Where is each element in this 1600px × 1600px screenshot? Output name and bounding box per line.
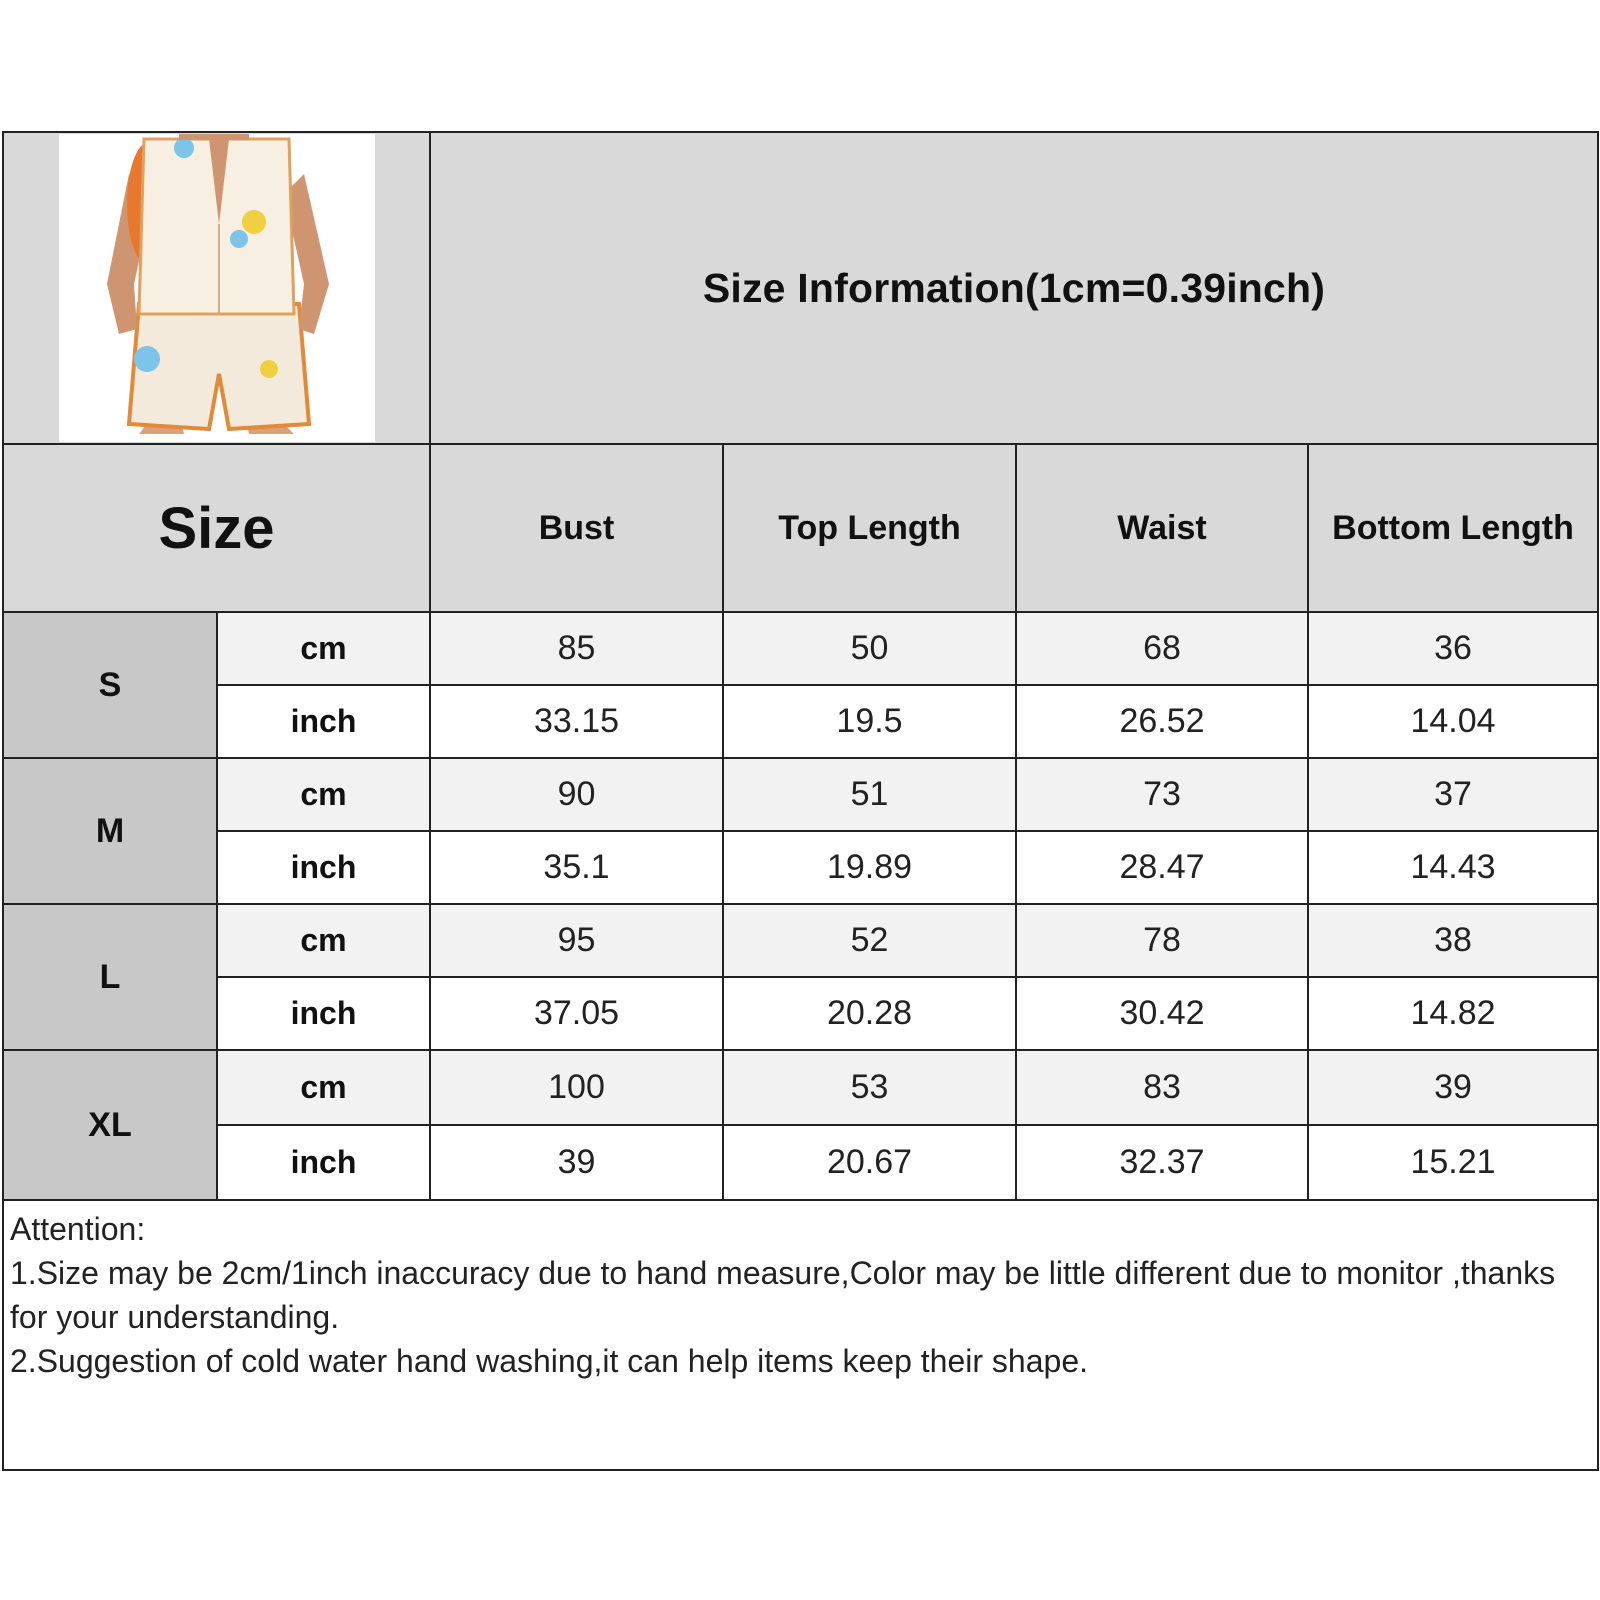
value-cell	[1309, 978, 1597, 1051]
unit-label: inch	[290, 849, 357, 885]
notes-line-1: 1.Size may be 2cm/1inch inaccuracy due to hand measure,Color may be little different due to monitor ,thanks for your understanding.	[10, 1255, 1556, 1335]
value: 78	[1143, 921, 1181, 959]
value: 14.82	[1410, 994, 1496, 1032]
value: 39	[1434, 1068, 1472, 1106]
value: 37	[1434, 775, 1472, 813]
unit-label: cm	[300, 1069, 347, 1105]
value-cell	[1017, 1051, 1309, 1126]
notes-line-2: 2.Suggestion of cold water hand washing,it can help items keep their shape.	[10, 1343, 1088, 1379]
unit-label: inch	[290, 1144, 357, 1180]
column-header-top-length	[724, 445, 1017, 613]
value-cell	[1017, 832, 1309, 905]
column-header-bottom-length	[1309, 445, 1597, 613]
value: 32.37	[1119, 1143, 1205, 1181]
unit-label: inch	[290, 995, 357, 1031]
unit-label: cm	[300, 630, 347, 666]
value-cell	[431, 759, 724, 832]
value-cell	[1309, 613, 1597, 686]
size-label-xl	[4, 1051, 218, 1201]
unit-inch	[218, 686, 431, 759]
value-cell	[1017, 686, 1309, 759]
value-cell	[724, 686, 1017, 759]
value: 68	[1143, 629, 1181, 667]
value: 90	[557, 775, 596, 813]
value-cell	[724, 1051, 1017, 1126]
size-name: M	[95, 811, 125, 850]
size-label-s	[4, 613, 218, 759]
value-cell	[1309, 759, 1597, 832]
value: 28.47	[1119, 848, 1205, 886]
value: 73	[1143, 775, 1181, 813]
unit-cm	[218, 759, 431, 832]
value: 20.28	[826, 994, 913, 1032]
value-cell	[724, 759, 1017, 832]
value: 53	[850, 1068, 889, 1106]
value-cell	[1309, 1051, 1597, 1126]
size-label-l	[4, 905, 218, 1051]
value-cell	[431, 978, 724, 1051]
size-chart	[2, 131, 1599, 1471]
unit-inch	[218, 1126, 431, 1201]
column-label: Top Length	[778, 508, 961, 547]
value-cell	[724, 613, 1017, 686]
value-cell	[1017, 1126, 1309, 1201]
unit-cm	[218, 1051, 431, 1126]
value: 36	[1434, 629, 1472, 667]
value: 50	[850, 629, 889, 667]
notes-heading: Attention:	[10, 1211, 146, 1247]
value: 15.21	[1410, 1143, 1496, 1181]
column-header-waist	[1017, 445, 1309, 613]
value-cell	[1309, 686, 1597, 759]
value: 95	[557, 921, 596, 959]
value-cell	[724, 978, 1017, 1051]
value-cell	[431, 686, 724, 759]
value-cell	[724, 832, 1017, 905]
value-cell	[1017, 759, 1309, 832]
value: 38	[1434, 921, 1472, 959]
unit-inch	[218, 832, 431, 905]
value: 19.5	[836, 702, 903, 740]
value: 26.52	[1119, 702, 1205, 740]
column-label: Bust	[538, 508, 615, 547]
column-header-bust	[431, 445, 724, 613]
value-cell	[1309, 832, 1597, 905]
unit-label: cm	[300, 776, 347, 812]
value-cell	[431, 905, 724, 978]
value: 20.67	[826, 1143, 913, 1181]
value: 30.42	[1119, 994, 1205, 1032]
value-cell	[1017, 905, 1309, 978]
value-cell	[724, 1126, 1017, 1201]
size-header-label: Size	[158, 495, 275, 561]
chart-title: Size Information(1cm=0.39inch)	[702, 264, 1326, 311]
unit-label: cm	[300, 922, 347, 958]
column-label: Waist	[1117, 508, 1207, 547]
size-header	[4, 445, 431, 613]
size-name: XL	[88, 1105, 132, 1144]
unit-inch	[218, 978, 431, 1051]
value: 100	[548, 1068, 605, 1106]
value: 37.05	[533, 994, 620, 1032]
column-label: Bottom Length	[1332, 508, 1574, 547]
value-cell	[1309, 1126, 1597, 1201]
unit-label: inch	[290, 703, 357, 739]
value-cell	[431, 613, 724, 686]
size-name: S	[98, 665, 122, 704]
value: 19.89	[826, 848, 913, 886]
value: 14.43	[1410, 848, 1496, 886]
unit-cm	[218, 613, 431, 686]
value: 14.04	[1410, 702, 1496, 740]
value: 85	[557, 629, 596, 667]
title-cell	[431, 133, 1597, 445]
value-cell	[431, 1126, 724, 1201]
value: 35.1	[543, 848, 610, 886]
size-name: L	[99, 957, 121, 996]
attention-notes	[4, 1201, 1597, 1469]
product-photo	[59, 134, 375, 442]
value-cell	[1017, 613, 1309, 686]
model-illustration	[59, 134, 375, 442]
size-label-m	[4, 759, 218, 905]
value-cell	[431, 832, 724, 905]
value-cell	[724, 905, 1017, 978]
unit-cm	[218, 905, 431, 978]
value: 39	[557, 1143, 596, 1181]
value: 33.15	[533, 702, 620, 740]
value-cell	[1309, 905, 1597, 978]
value: 52	[850, 921, 889, 959]
product-photo-cell	[4, 133, 431, 445]
value-cell	[431, 1051, 724, 1126]
value-cell	[1017, 978, 1309, 1051]
value: 51	[850, 775, 889, 813]
value: 83	[1143, 1068, 1181, 1106]
